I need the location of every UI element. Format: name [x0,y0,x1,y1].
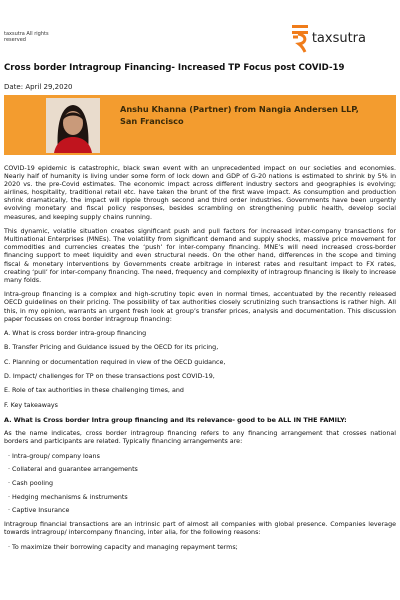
article-title: Cross border Intragroup Financing- Increased TP Focus post COVID-19 [4,63,345,73]
toc-item-f: F. Key takeaways [4,401,58,409]
rights-line-2: reserved [4,37,26,43]
article-body [4,165,396,557]
section-a-heading: A. What is Cross border Intra group financing and its relevance- good to be ALL IN THE FAMILY: [4,415,347,424]
author-line-2: San Francisco [120,116,184,126]
paragraph-1: COVID-19 epidemic is catastrophic, black swan event with an unprecedented impact on our societies and economies. Nearly half of humanity is living under some form of lock down and GDP of G-20 nations is estimated to shrink by 5% in 2020 vs. the pre-Covid estimates. The economic impact across different industry sectors and geographies is evolving; airlines, hospitality, traditional retail etc. have taken the brunt of the first wave impact. As consumption and production shrink dramatically, the impact will ripple through second and third order industries. Governments have been urgently evolving monetary and fiscal policy responses, besides scrambling on strengthening public health, develop social measures, and keeping supply chains running. [4,165,396,221]
author-photo [46,98,100,153]
author-name [120,103,390,127]
arrangement-item: · Intra-group/ company loans [8,452,100,460]
author-line-1: Anshu Khanna (Partner) from Nangia Andersen LLP, [120,104,359,114]
toc-item-a: A. What is cross border intra-group financing [4,330,147,338]
article-date: Date: April 29,2020 [4,83,73,91]
logo-text: taxsutra [311,30,366,46]
section-a-intro: As the name indicates, cross border intragroup financing refers to any financing arrangement that crosses national borders and participants are related. Typically financing arrangements are: [4,429,396,446]
taxsutra-logo[interactable] [289,23,366,53]
rights-line-1: taxsutra All rights [4,31,49,37]
arrangement-item: · Collateral and guarantee arrangements [8,466,138,474]
arrangement-item: · Cash pooling [8,480,54,488]
arrangement-item: · Captive Insurance [8,507,70,515]
reason-item: · To maximize their borrowing capacity and managing repayment terms; [8,543,238,551]
toc-item-e: E. Role of tax authorities in these challenging times, and [4,387,184,395]
section-a-paragraph-2: Intragroup financial transactions are an intrinsic part of almost all companies with global presence. Companies leverage towards intragroup/ intercompany financing, inter alia, for the following reasons: [4,521,396,537]
paragraph-2: This dynamic, volatile situation creates significant push and pull factors for increased inter-company transactions for Multinational Enterprises (MNEs). The volatility from significant demand and supply shocks, massive price movement for commodities and currencies creates the ‘push’ for inter-company financing. MNE’s will need increased cross-border financing support to meet liquidity and even structural needs. On the other hand, differences in the scope and timing fiscal & monetary interventions by Governments create arbitrage in interest rates and resultant impact to FX rates, creating ‘pull’ for inter-company financing. The need, frequency and complexity of intragroup financing is likely to increase many folds. [4,228,396,284]
toc-item-b: B. Transfer Pricing and Guidance issued by the OECD for its pricing, [4,344,219,352]
toc-item-d: D. Impact/ challenges for TP on these transactions post COVID-19, [4,373,215,381]
rupee-logo-icon [289,23,311,53]
arrangement-item: · Hedging mechanisms & instruments [8,493,128,501]
rights-notice [4,31,64,43]
toc-item-c: C. Planning or documentation required in view of the OECD guidance, [4,358,226,366]
paragraph-3: Intra-group financing is a complex and high-scrutiny topic even in normal times, accentuated by the recently released OECD guidelines on their pricing. The possibility of tax authorities closely scrutinizing such transactions is rather high. All this, in my opinion, warrants an urgent fresh look at group’s transfer prices, analysis and documentation. This discussion paper focusses on cross border intragroup financing: [4,291,396,323]
